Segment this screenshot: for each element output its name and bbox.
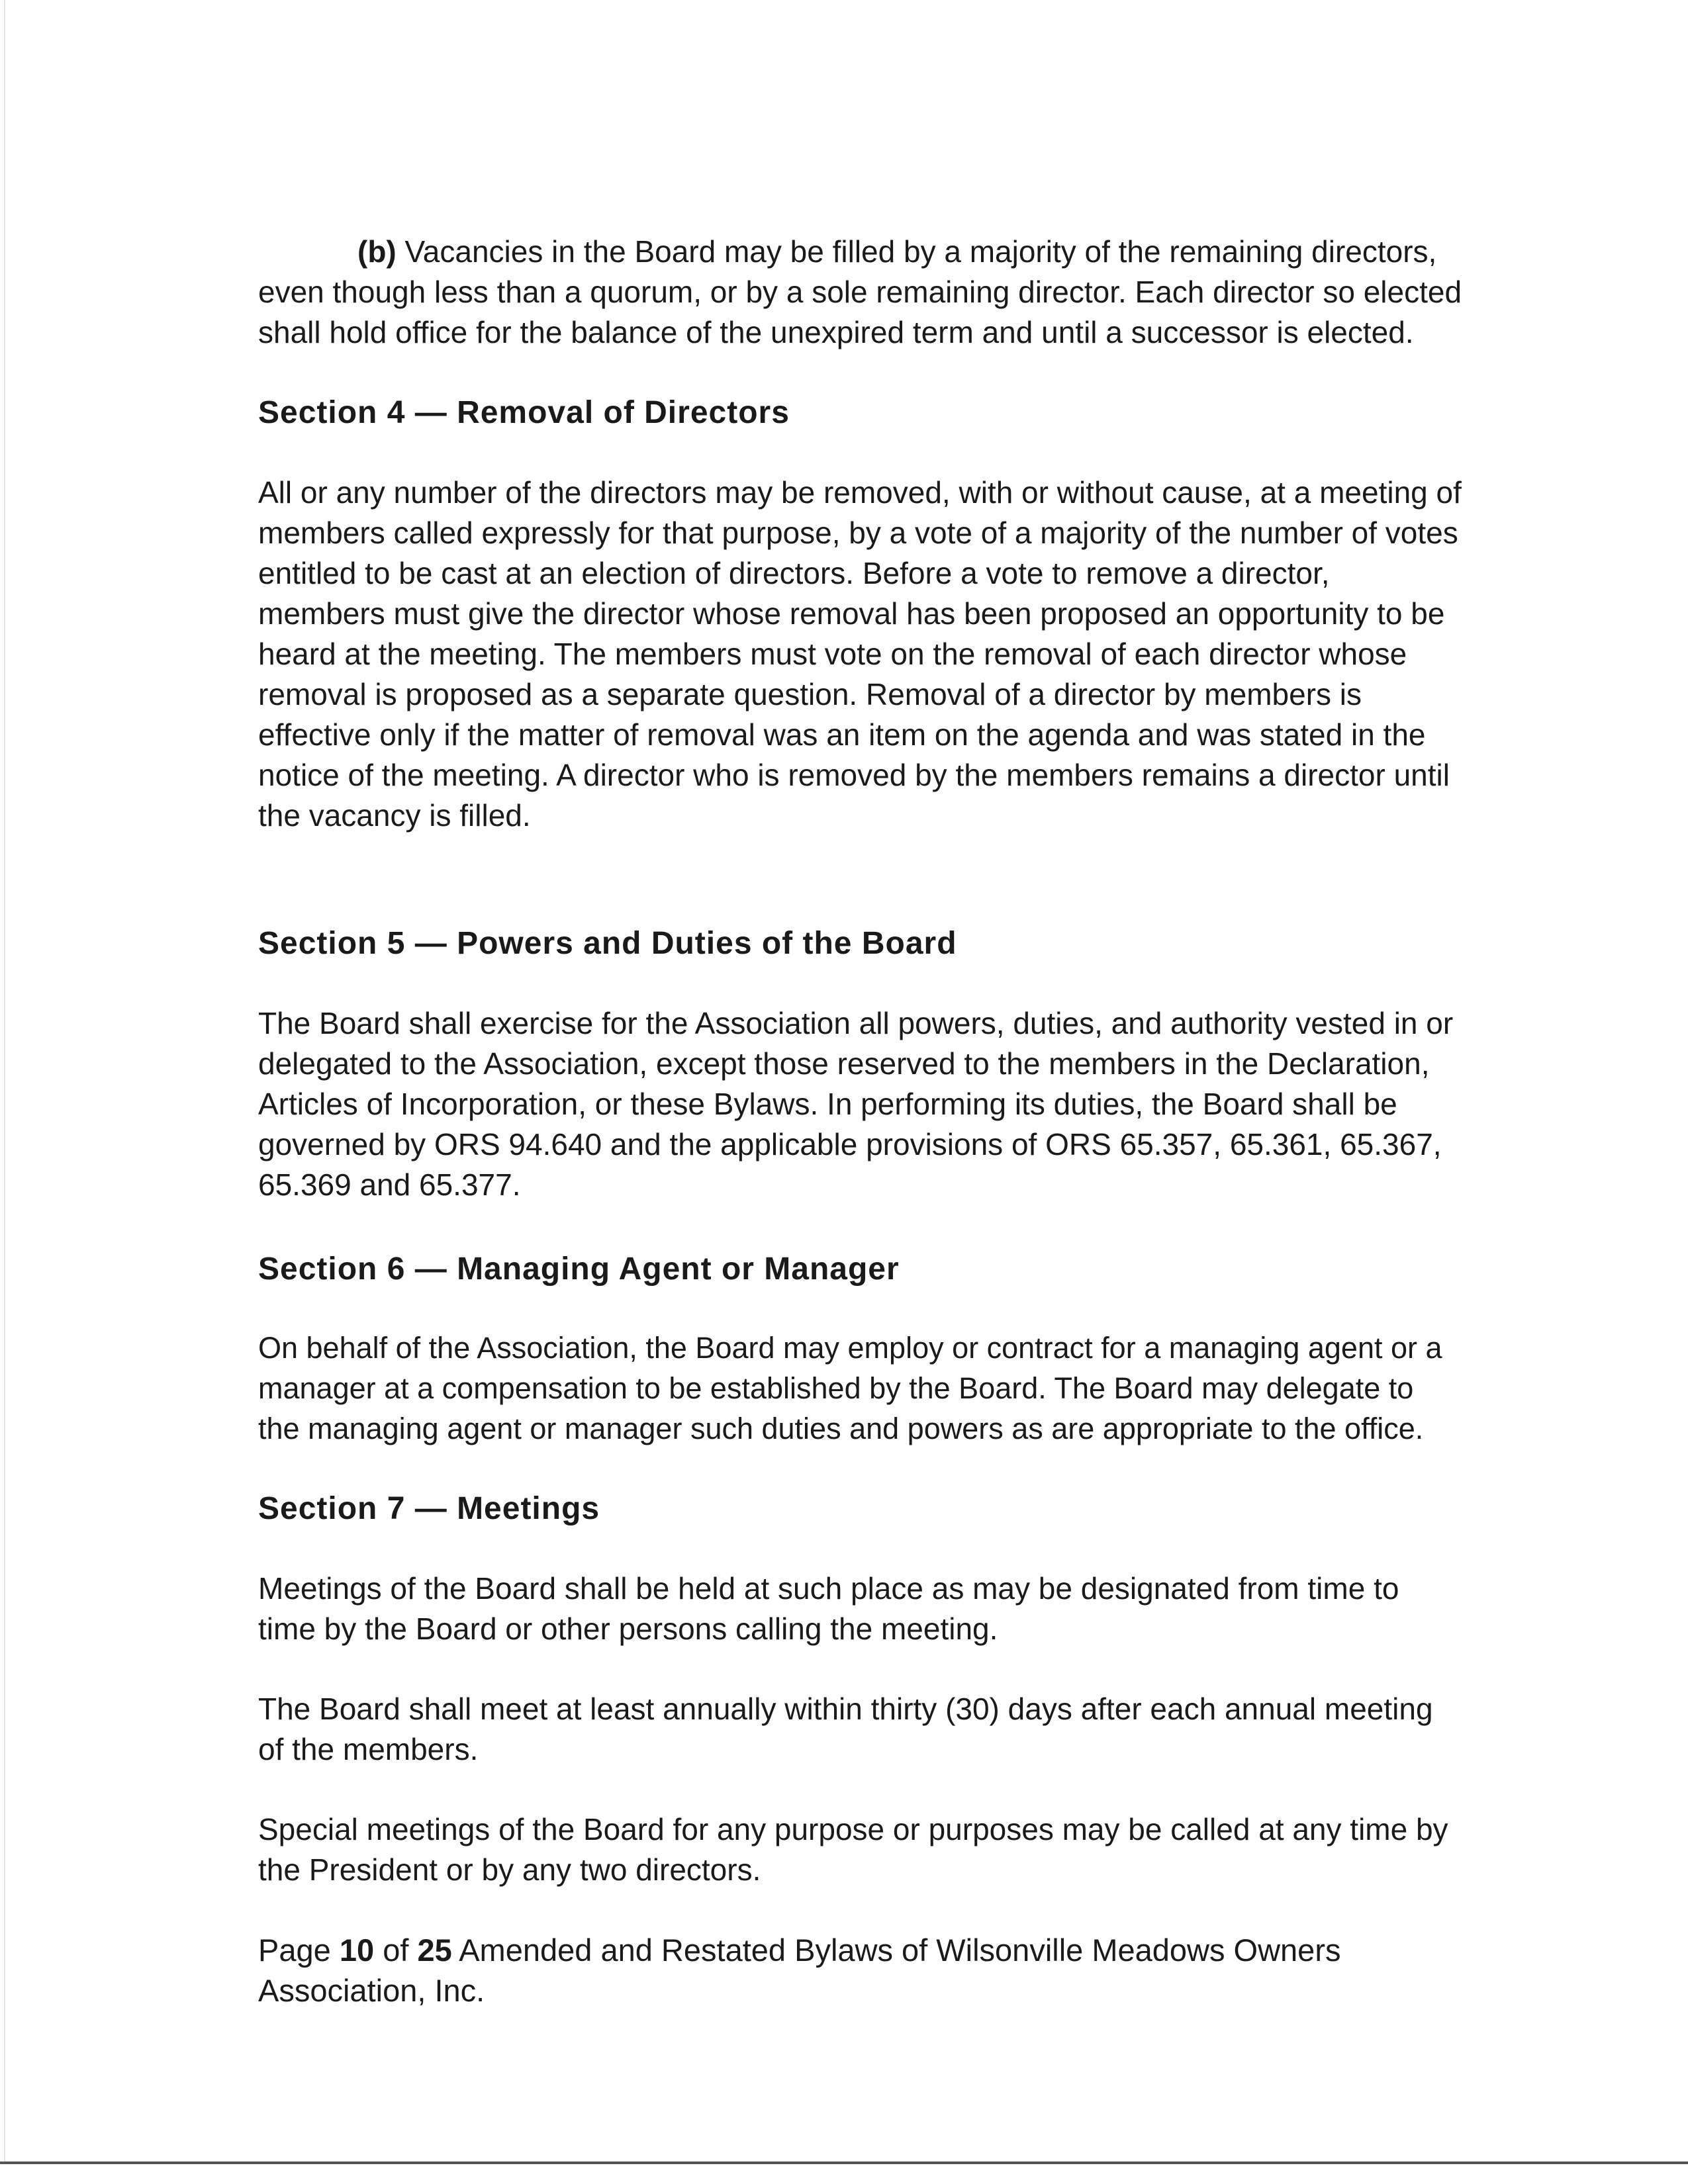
vacancies-paragraph [258,232,1463,353]
page-footer [258,1930,1463,2011]
section-4-heading: Section 4 — Removal of Directors [258,395,790,430]
section-4-paragraph: All or any number of the directors may be removed, with or without cause, at a meeting of members called expressly for that purpose, by a vote of a majority of the number of votes entitled to be cast at an election of directors. Before a vote to remove a director, members must give the director whose removal has been proposed an opportunity to be heard at the meeting. The members must vote on the removal of each director whose removal is proposed as a separate question. Removal of a director by members is effective only if the matter of removal was an item on the agenda and was stated in the notice of the meeting. A director who is removed by the members remains a director until the vacancy is filled. [258,475,1462,833]
footer-title: Amended and Restated Bylaws of Wilsonville Meadows Owners Association, Inc. [258,1933,1341,2008]
item-label: (b) [357,234,397,269]
page-bottom-edge [0,2161,1688,2164]
footer-page-total: 25 [417,1933,452,1968]
footer-of-word: of [383,1933,409,1968]
section-7-heading: Section 7 — Meetings [258,1491,600,1526]
section-6-paragraph: On behalf of the Association, the Board may employ or contract for a managing agent or a manager at a compensation to be established by the Board. The Board may delegate to the managing agent or manager such duties and powers as are appropriate to the office. [258,1331,1442,1445]
section-5-heading: Section 5 — Powers and Duties of the Board [258,926,957,961]
section-7-paragraph-3: Special meetings of the Board for any purpose or purposes may be called at any time by the President or by any two directors. [258,1812,1448,1887]
vacancies-text: Vacancies in the Board may be filled by a majority of the remaining directors, even though less than a quorum, or by a sole remaining director. Each director so elected shall hold office for the balance of the unexpired term and until a successor is elected. [258,234,1462,349]
section-7-paragraph-1: Meetings of the Board shall be held at such place as may be designated from time to time by the Board or other persons calling the meeting. [258,1571,1399,1646]
section-6-heading: Section 6 — Managing Agent or Manager [258,1251,900,1287]
footer-page-word: Page [258,1933,331,1968]
section-5-paragraph: The Board shall exercise for the Association all powers, duties, and authority vested in or delegated to the Association, except those reserved to the members in the Declaration, Articles of Incorporation, or these Bylaws. In performing its duties, the Board shall be governed by ORS 94.640 and the applicable provisions of ORS 65.357, 65.361, 65.367, 65.369 and 65.377. [258,1006,1454,1202]
section-7-paragraph-2: The Board shall meet at least annually within thirty (30) days after each annual meeting of the members. [258,1692,1433,1766]
footer-page-number: 10 [339,1933,375,1968]
scan-left-edge [4,0,5,2164]
page-content [258,232,1463,2011]
